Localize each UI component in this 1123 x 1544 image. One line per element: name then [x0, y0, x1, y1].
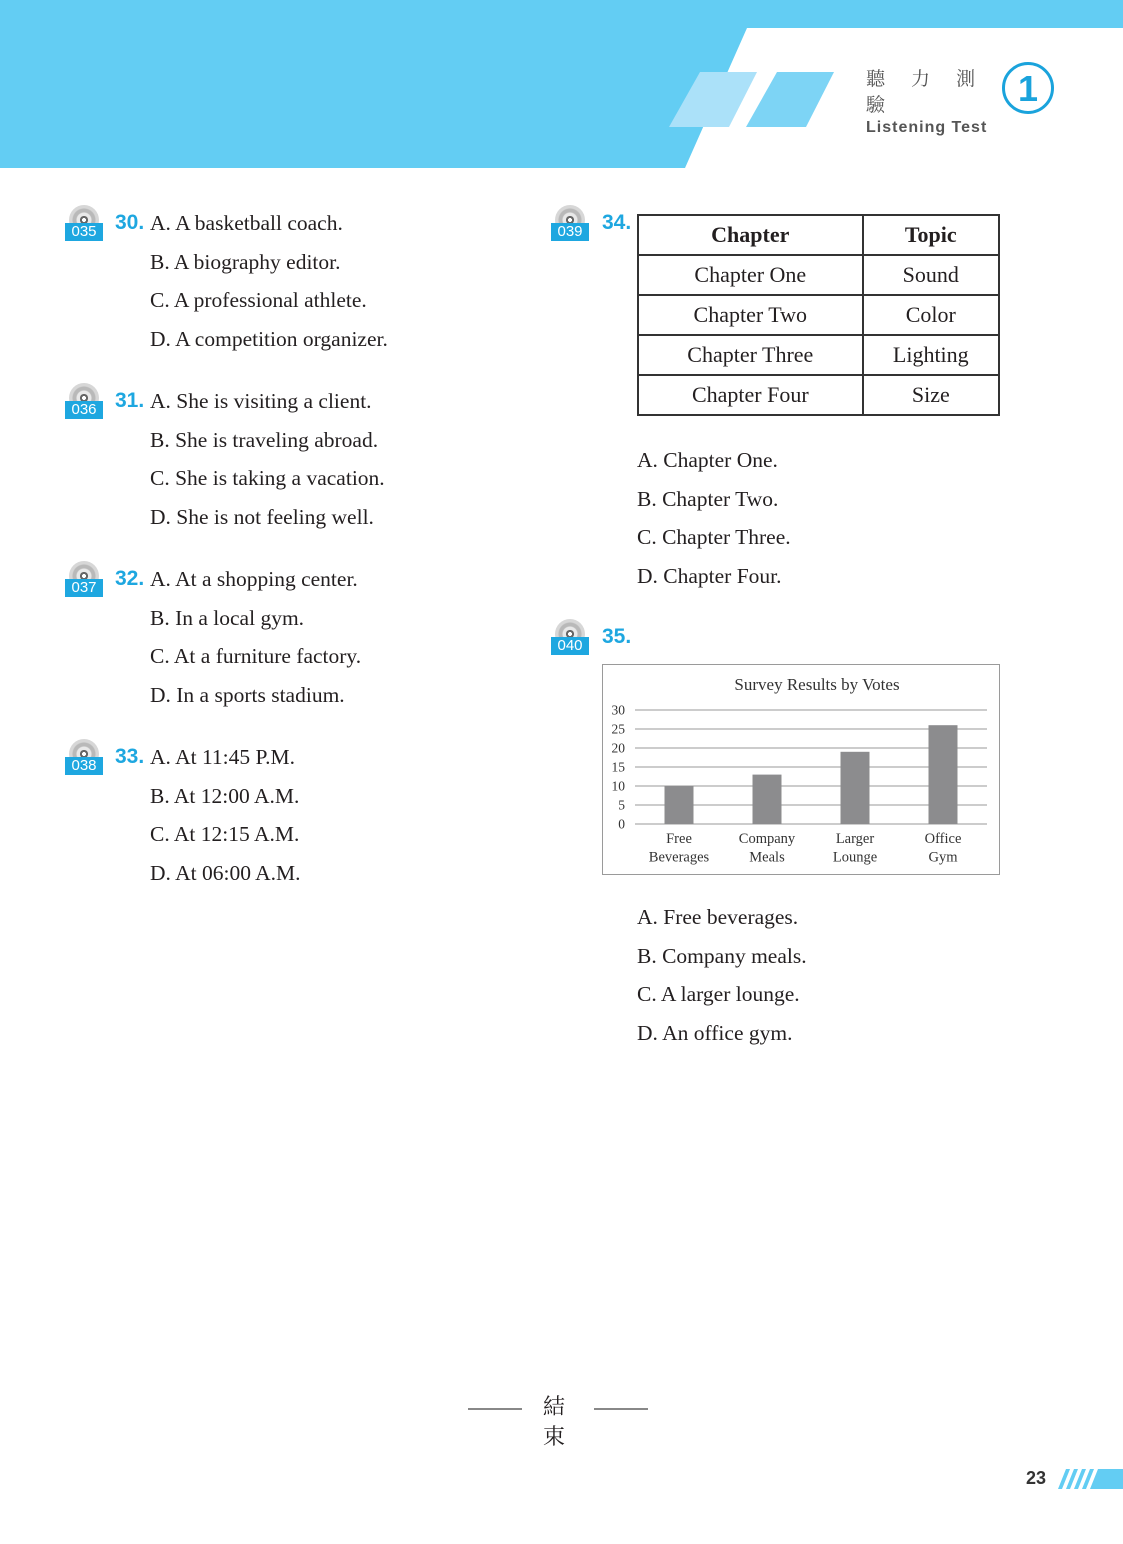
y-tick-label: 0 — [618, 816, 625, 832]
end-marker — [468, 1393, 648, 1450]
audio-track-icon[interactable] — [65, 383, 103, 419]
chart-bar — [841, 752, 870, 824]
table-row — [638, 295, 999, 335]
option-b: B. In a local gym. — [150, 605, 305, 630]
chart-bar — [665, 786, 694, 824]
option-a: A. Chapter One. — [637, 448, 778, 472]
survey-chart — [602, 664, 1000, 875]
table-row — [638, 255, 999, 295]
table-header-cell: Topic — [863, 215, 999, 255]
option-b: B. Chapter Two. — [637, 486, 779, 511]
option-a: A. A basketball coach. — [150, 211, 343, 235]
question-options — [150, 382, 385, 537]
track-number: 040 — [551, 637, 589, 655]
x-tick-label: Beverages — [648, 849, 710, 866]
audio-track-icon[interactable] — [65, 205, 103, 241]
end-line-left — [468, 1408, 522, 1410]
question-options — [637, 898, 807, 1053]
audio-track-icon[interactable] — [551, 619, 589, 655]
x-tick-label: Gym — [928, 849, 958, 866]
table-cell: Chapter Three — [638, 335, 863, 375]
option-b: B. She is traveling abroad. — [150, 427, 379, 452]
option-d: D. She is not feeling well. — [150, 505, 374, 530]
y-tick-label: 10 — [611, 778, 625, 794]
header-title — [866, 66, 996, 138]
option-b: B. Company meals. — [637, 943, 807, 968]
chart-bar — [753, 775, 782, 824]
table-row — [638, 375, 999, 415]
option-a: A. Free beverages. — [637, 905, 799, 929]
question-number: 31. — [115, 389, 145, 412]
header-title-en: Listening Test — [866, 119, 988, 136]
y-tick-label: 20 — [611, 740, 625, 756]
chapter-topic-table — [637, 214, 1000, 416]
question-number: 35. — [602, 625, 632, 648]
track-number: 036 — [65, 401, 103, 419]
question-options — [150, 204, 388, 359]
track-number: 039 — [551, 223, 589, 241]
question-number: 34. — [602, 211, 632, 234]
table-cell: Lighting — [863, 335, 999, 375]
question-number: 32. — [115, 567, 145, 590]
option-a: A. At 11:45 P.M. — [150, 745, 295, 769]
y-tick-label: 25 — [611, 721, 625, 737]
option-b: B. A biography editor. — [150, 249, 341, 274]
option-c: C. Chapter Three. — [637, 525, 791, 550]
table-cell: Chapter Four — [638, 375, 863, 415]
x-tick-label: Office — [924, 831, 962, 847]
x-tick-label: Company — [738, 831, 796, 847]
question-number: 33. — [115, 745, 145, 768]
table-cell: Chapter Two — [638, 295, 863, 335]
audio-track-icon[interactable] — [551, 205, 589, 241]
table-header-row — [638, 215, 999, 255]
x-tick-label: Free — [666, 831, 692, 847]
track-number: 037 — [65, 579, 103, 597]
audio-track-icon[interactable] — [65, 561, 103, 597]
table-header-cell: Chapter — [638, 215, 863, 255]
banner-stripe-mid — [746, 72, 834, 127]
option-c: C. At 12:15 A.M. — [150, 822, 300, 847]
x-tick-label: Meals — [749, 849, 785, 866]
y-tick-label: 15 — [611, 759, 625, 775]
end-line-right — [594, 1408, 648, 1410]
table-cell: Chapter One — [638, 255, 863, 295]
option-c: C. A professional athlete. — [150, 288, 367, 313]
option-a: A. She is visiting a client. — [150, 389, 372, 413]
x-tick-label: Larger — [835, 831, 875, 847]
option-b: B. At 12:00 A.M. — [150, 783, 300, 808]
option-d: D. At 06:00 A.M. — [150, 861, 301, 886]
track-number: 038 — [65, 757, 103, 775]
table-cell: Size — [863, 375, 999, 415]
page-stripes-decoration — [1058, 1469, 1123, 1489]
chart-title: Survey Results by Votes — [734, 675, 900, 694]
option-d: D. A competition organizer. — [150, 327, 388, 352]
question-options — [150, 738, 301, 893]
option-c: C. At a furniture factory. — [150, 644, 362, 669]
page-number: 23 — [1026, 1468, 1047, 1488]
track-number: 035 — [65, 223, 103, 241]
header-title-cn: 聽 力 測 驗 — [866, 68, 986, 116]
audio-track-icon[interactable] — [65, 739, 103, 775]
x-tick-label: Lounge — [832, 849, 878, 866]
question-options — [637, 441, 791, 596]
chart-canvas — [603, 665, 999, 873]
chart-bar — [929, 725, 958, 824]
end-text: 結 束 — [542, 1395, 573, 1450]
option-c: C. She is taking a vacation. — [150, 466, 385, 491]
table-cell: Color — [863, 295, 999, 335]
option-a: A. At a shopping center. — [150, 567, 358, 591]
option-d: D. An office gym. — [637, 1021, 793, 1046]
y-tick-label: 5 — [618, 797, 625, 813]
y-tick-label: 30 — [611, 702, 625, 718]
question-options — [150, 560, 361, 715]
option-d: D. In a sports stadium. — [150, 683, 345, 708]
test-number-badge: 1 — [1002, 62, 1054, 114]
question-number: 30. — [115, 211, 145, 234]
table-row — [638, 335, 999, 375]
option-d: D. Chapter Four. — [637, 564, 782, 589]
option-c: C. A larger lounge. — [637, 982, 800, 1007]
table-cell: Sound — [863, 255, 999, 295]
